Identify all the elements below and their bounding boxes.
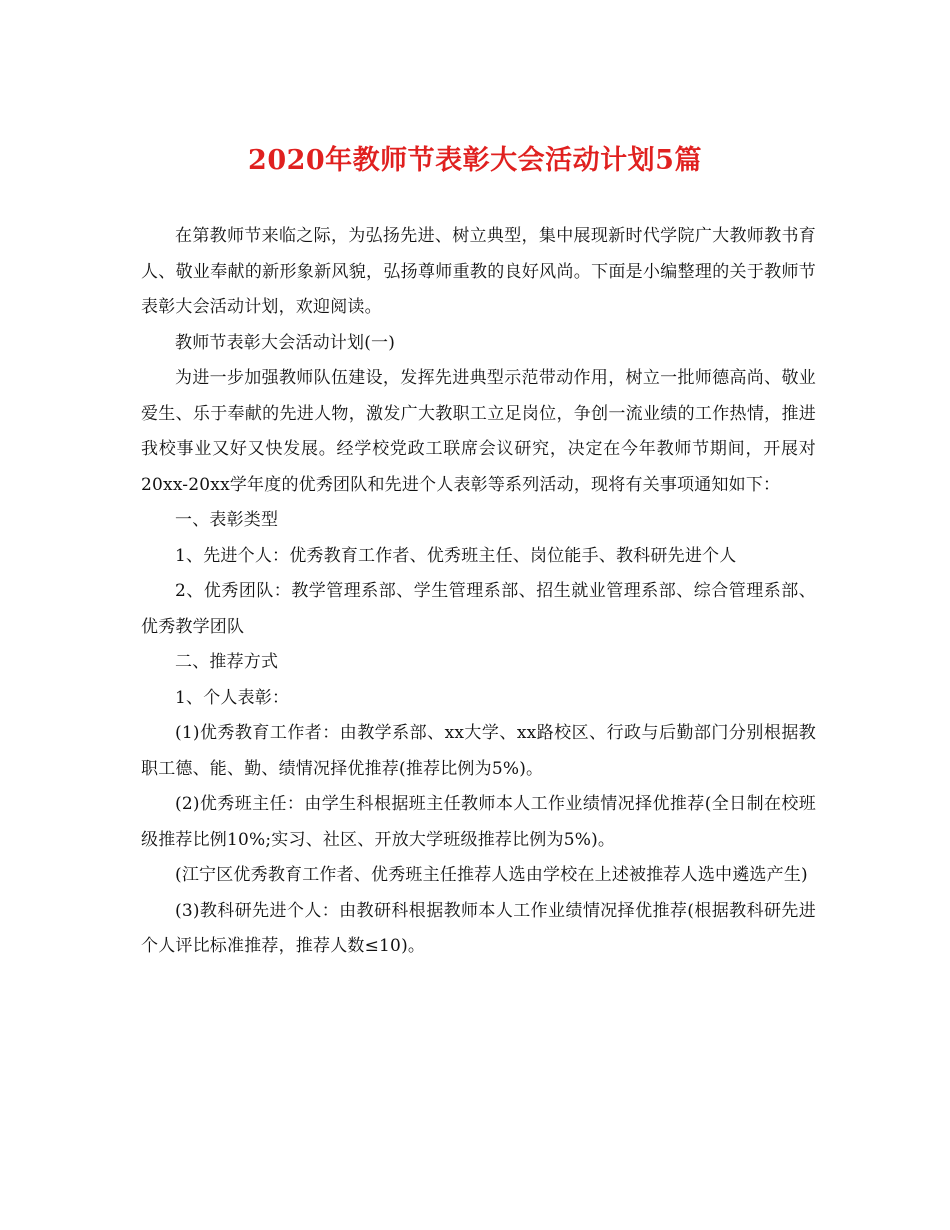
document-body bbox=[141, 219, 816, 965]
recommendation-item-3: (3)教科研先进个人：由教研科根据教师本人工作业绩情况择优推荐(根据教科研先进个人评比标准推荐，推荐人数≤10)。 bbox=[141, 900, 816, 956]
recommendation-note: (江宁区优秀教育工作者、优秀班主任推荐人选由学校在上述被推荐人选中遴选产生) bbox=[175, 865, 808, 885]
document-title: 2020年教师节表彰大会活动计划5篇 bbox=[248, 145, 702, 176]
types-item-individual: 1、先进个人：优秀教育工作者、优秀班主任、岗位能手、教科研先进个人 bbox=[175, 545, 737, 566]
plan-heading: 教师节表彰大会活动计划(一) bbox=[175, 332, 396, 353]
intro-paragraph: 在第教师节来临之际，为弘扬先进、树立典型，集中展现新时代学院广大教师教书育人、敬业奉献的新形象新风貌，弘扬尊师重教的良好风尚。下面是小编整理的关于教师节表彰大会活动计划，欢迎阅读。 bbox=[141, 226, 816, 317]
section-heading-types: 一、表彰类型 bbox=[175, 510, 279, 530]
recommendation-item-2: (2)优秀班主任：由学生科根据班主任教师本人工作业绩情况择优推荐(全日制在校班级推荐比例10%;实习、社区、开放大学班级推荐比例为5%)。 bbox=[141, 794, 816, 850]
types-item-team: 2、优秀团队：教学管理系部、学生管理系部、招生就业管理系部、综合管理系部、优秀教学团队 bbox=[141, 581, 816, 637]
section-heading-recommendation: 二、推荐方式 bbox=[175, 652, 279, 672]
plan-intro-paragraph: 为进一步加强教师队伍建设，发挥先进典型示范带动作用，树立一批师德高尚、敬业爱生、乐于奉献的先进人物，激发广大教职工立足岗位，争创一流业绩的工作热情，推进我校事业又好又快发展。经学校党政工联席会议研究，决定在今年教师节期间，开展对20xx-20xx学年度的优秀团队和先进个人表彰等系列活动，现将有关事项通知如下： bbox=[141, 368, 816, 495]
recommendation-subheading: 1、个人表彰： bbox=[175, 687, 290, 708]
recommendation-item-1: (1)优秀教育工作者：由教学系部、xx大学、xx路校区、行政与后勤部门分别根据教职工德、能、勤、绩情况择优推荐(推荐比例为5%)。 bbox=[141, 723, 816, 779]
